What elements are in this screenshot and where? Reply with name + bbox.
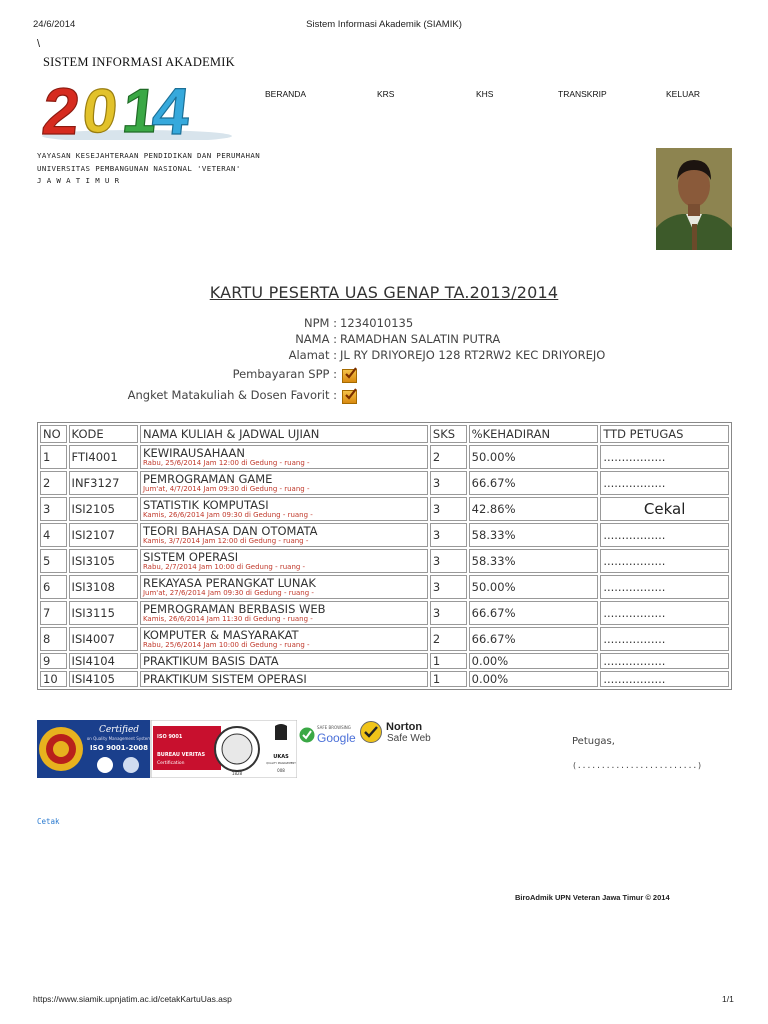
certified-text: Certified xyxy=(98,725,140,735)
cekal-status: Cekal xyxy=(600,497,729,521)
ukas-text: UKAS xyxy=(273,754,289,760)
cell-nama-jadwal xyxy=(140,671,428,687)
cell-nama-jadwal xyxy=(140,471,428,495)
cell-kode: ISI4007 xyxy=(69,627,138,651)
course-name: STATISTIK KOMPUTASI xyxy=(142,498,269,512)
spp-check-icon xyxy=(342,369,357,383)
cell-kode: ISI3105 xyxy=(69,549,138,573)
table-row xyxy=(40,549,729,573)
exam-table xyxy=(37,422,732,690)
nama-label: NAMA : xyxy=(295,332,337,346)
table-row xyxy=(40,671,729,687)
student-photo xyxy=(656,148,732,250)
nav-beranda[interactable]: BERANDA xyxy=(265,89,307,99)
course-name: KEWIRAUSAHAAN xyxy=(142,446,246,460)
institution-block xyxy=(37,150,260,188)
cell-kode: ISI4104 xyxy=(69,653,138,669)
cell-no: 8 xyxy=(40,627,67,651)
institution-line-2: UNIVERSITAS PEMBANGUNAN NASIONAL 'VETERAN' xyxy=(37,163,241,173)
cell-ttd: ................. xyxy=(600,671,729,687)
exam-schedule: Kamis, 26/6/2014 Jam 11:30 di Gedung - ruang - xyxy=(142,615,313,623)
table-row xyxy=(40,445,729,469)
cell-kehadiran: 0.00% xyxy=(469,671,599,687)
course-name: REKAYASA PERANGKAT LUNAK xyxy=(142,576,316,590)
cell-sks: 3 xyxy=(430,497,467,521)
cell-nama-jadwal xyxy=(140,497,428,521)
cell-kehadiran: 58.33% xyxy=(469,549,599,573)
nav-krs[interactable]: KRS xyxy=(377,89,395,99)
year-digit-1: 1 xyxy=(119,77,161,140)
backslash-text: \ xyxy=(37,38,41,50)
header-kode: KODE xyxy=(69,425,138,443)
page-footer: BiroAdmik UPN Veteran Jawa Timur © 2014 xyxy=(515,893,670,902)
cell-ttd: ................. xyxy=(600,575,729,599)
cell-no: 1 xyxy=(40,445,67,469)
cell-kode: ISI4105 xyxy=(69,671,138,687)
iso-text: ISO 9001-2008 xyxy=(90,744,148,752)
cell-nama-jadwal xyxy=(140,523,428,547)
exam-schedule: Rabu, 25/6/2014 Jam 12:00 di Gedung - ruang - xyxy=(142,459,310,467)
table-row xyxy=(40,653,729,669)
cell-no: 5 xyxy=(40,549,67,573)
cell-nama-jadwal xyxy=(140,575,428,599)
cell-kehadiran: 42.86% xyxy=(469,497,599,521)
angket-label: Angket Matakuliah & Dosen Favorit : xyxy=(127,388,337,402)
cell-sks: 2 xyxy=(430,627,467,651)
header-no: NO xyxy=(40,425,67,443)
cell-kode: ISI3108 xyxy=(69,575,138,599)
nav-keluar[interactable]: KELUAR xyxy=(666,89,701,99)
nama-value: RAMADHAN SALATIN PUTRA xyxy=(340,332,501,346)
bv-year-text: 1828 xyxy=(231,771,243,776)
print-url: https://www.siamik.upnjatim.ac.id/cetakKartuUas.asp xyxy=(33,994,232,1004)
student-info xyxy=(0,316,768,406)
ukas-sub-text: QUALITY MANAGEMENT xyxy=(266,762,296,765)
course-name: PRAKTIKUM SISTEM OPERASI xyxy=(142,672,307,686)
exam-schedule: Kamis, 26/6/2014 Jam 09:30 di Gedung - ruang - xyxy=(142,511,313,519)
safe-browsing-text: SAFE BROWSING xyxy=(317,725,351,730)
cell-sks: 3 xyxy=(430,601,467,625)
header-nama: NAMA KULIAH & JADWAL UJIAN xyxy=(140,425,428,443)
table-row xyxy=(40,575,729,599)
qms-text: on Quality Management System xyxy=(86,736,152,741)
year-digit-4: 4 xyxy=(148,75,194,140)
safe-web-text: Safe Web xyxy=(387,733,431,744)
bv-text: BUREAU VERITAS xyxy=(157,752,206,758)
google-safe-browsing-badge xyxy=(299,722,357,748)
table-header-row xyxy=(40,425,729,443)
exam-schedule: Rabu, 25/6/2014 Jam 10:00 di Gedung - ruang - xyxy=(142,641,310,649)
cell-kehadiran: 50.00% xyxy=(469,575,599,599)
institution-line-3: J A W A T I M U R xyxy=(37,176,120,185)
exam-schedule: Rabu, 2/7/2014 Jam 10:00 di Gedung - ruang - xyxy=(142,563,306,571)
table-row xyxy=(40,497,729,521)
table-row xyxy=(40,601,729,625)
cell-no: 3 xyxy=(40,497,67,521)
cell-nama-jadwal xyxy=(140,627,428,651)
bv-cert-text: Certification xyxy=(157,761,185,766)
cell-no: 4 xyxy=(40,523,67,547)
header-ttd: TTD PETUGAS xyxy=(600,425,729,443)
google-text: Google xyxy=(317,731,356,745)
petugas-label: Petugas, xyxy=(572,736,615,747)
course-name: TEORI BAHASA DAN OTOMATA xyxy=(142,524,318,538)
cell-kode: ISI2107 xyxy=(69,523,138,547)
cell-sks: 3 xyxy=(430,575,467,599)
institution-line-1: YAYASAN KESEJAHTERAAN PENDIDIKAN DAN PERUMAHAN xyxy=(37,151,261,160)
cell-ttd: ................. xyxy=(600,523,729,547)
cell-kode: INF3127 xyxy=(69,471,138,495)
print-title: Sistem Informasi Akademik (SIAMIK) xyxy=(306,19,462,30)
cell-kehadiran: 66.67% xyxy=(469,601,599,625)
exam-schedule: Jum'at, 4/7/2014 Jam 09:30 di Gedung - ruang - xyxy=(142,485,310,493)
cell-sks: 2 xyxy=(430,445,467,469)
cell-sks: 3 xyxy=(430,549,467,573)
exam-schedule: Kamis, 3/7/2014 Jam 12:00 di Gedung - ruang - xyxy=(142,537,309,545)
cell-nama-jadwal xyxy=(140,445,428,469)
header-sks: SKS xyxy=(430,425,467,443)
alamat-label: Alamat : xyxy=(288,348,337,362)
cell-kehadiran: 50.00% xyxy=(469,445,599,469)
npm-value: 1234010135 xyxy=(340,316,414,330)
course-name: PEMROGRAMAN GAME xyxy=(142,472,273,486)
year-digit-2: 2 xyxy=(38,75,84,140)
course-name: SISTEM OPERASI xyxy=(142,550,239,564)
cell-kode: FTI4001 xyxy=(69,445,138,469)
table-row xyxy=(40,471,729,495)
cell-ttd: ................. xyxy=(600,653,729,669)
header-kehadiran: %KEHADIRAN xyxy=(469,425,599,443)
year-digit-0: 0 xyxy=(79,77,121,140)
npm-label: NPM : xyxy=(304,316,337,330)
cell-ttd: ................. xyxy=(600,549,729,573)
certification-logos xyxy=(37,720,297,778)
course-name: PEMROGRAMAN BERBASIS WEB xyxy=(142,602,326,616)
ukas-num-text: 008 xyxy=(277,768,285,773)
table-row xyxy=(40,627,729,651)
cell-no: 2 xyxy=(40,471,67,495)
cell-sks: 3 xyxy=(430,523,467,547)
cell-ttd: ................. xyxy=(600,445,729,469)
alamat-value: JL RY DRIYOREJO 128 RT2RW2 KEC DRIYOREJO xyxy=(340,348,606,362)
logo-text: SISTEM INFORMASI AKADEMIK xyxy=(43,55,235,69)
course-name: KOMPUTER & MASYARAKAT xyxy=(142,628,299,642)
print-page-number: 1/1 xyxy=(722,994,734,1004)
norton-safe-web-badge xyxy=(360,719,442,745)
cell-sks: 1 xyxy=(430,671,467,687)
card-title: KARTU PESERTA UAS GENAP TA.2013/2014 xyxy=(209,283,559,302)
nav-transkrip[interactable]: TRANSKRIP xyxy=(558,89,607,99)
cell-no: 7 xyxy=(40,601,67,625)
cell-kehadiran: 58.33% xyxy=(469,523,599,547)
cell-nama-jadwal xyxy=(140,653,428,669)
exam-schedule: Jum'at, 27/6/2014 Jam 09:30 di Gedung - ruang - xyxy=(142,589,314,597)
table-row xyxy=(40,523,729,547)
cell-no: 6 xyxy=(40,575,67,599)
cell-kode: ISI2105 xyxy=(69,497,138,521)
cell-kode: ISI3115 xyxy=(69,601,138,625)
print-date: 24/6/2014 xyxy=(33,19,76,30)
siamik-logo[interactable] xyxy=(37,52,237,140)
cell-ttd: ................. xyxy=(600,471,729,495)
cell-kehadiran: 66.67% xyxy=(469,627,599,651)
cell-sks: 3 xyxy=(430,471,467,495)
cell-ttd: ................. xyxy=(600,601,729,625)
cetak-link[interactable]: Cetak xyxy=(37,817,60,826)
nav-khs[interactable]: KHS xyxy=(476,89,494,99)
spp-label: Pembayaran SPP : xyxy=(232,367,337,381)
petugas-signature-line: (.........................) xyxy=(572,761,703,770)
cell-nama-jadwal xyxy=(140,601,428,625)
course-name: PRAKTIKUM BASIS DATA xyxy=(142,654,279,668)
iso-small-text: ISO 9001 xyxy=(157,734,183,740)
angket-check-icon xyxy=(342,390,357,404)
cell-ttd: ................. xyxy=(600,627,729,651)
norton-text: Norton xyxy=(386,721,423,733)
cell-sks: 1 xyxy=(430,653,467,669)
cell-nama-jadwal xyxy=(140,549,428,573)
cell-kehadiran: 66.67% xyxy=(469,471,599,495)
cell-no: 10 xyxy=(40,671,67,687)
cell-kehadiran: 0.00% xyxy=(469,653,599,669)
cell-no: 9 xyxy=(40,653,67,669)
